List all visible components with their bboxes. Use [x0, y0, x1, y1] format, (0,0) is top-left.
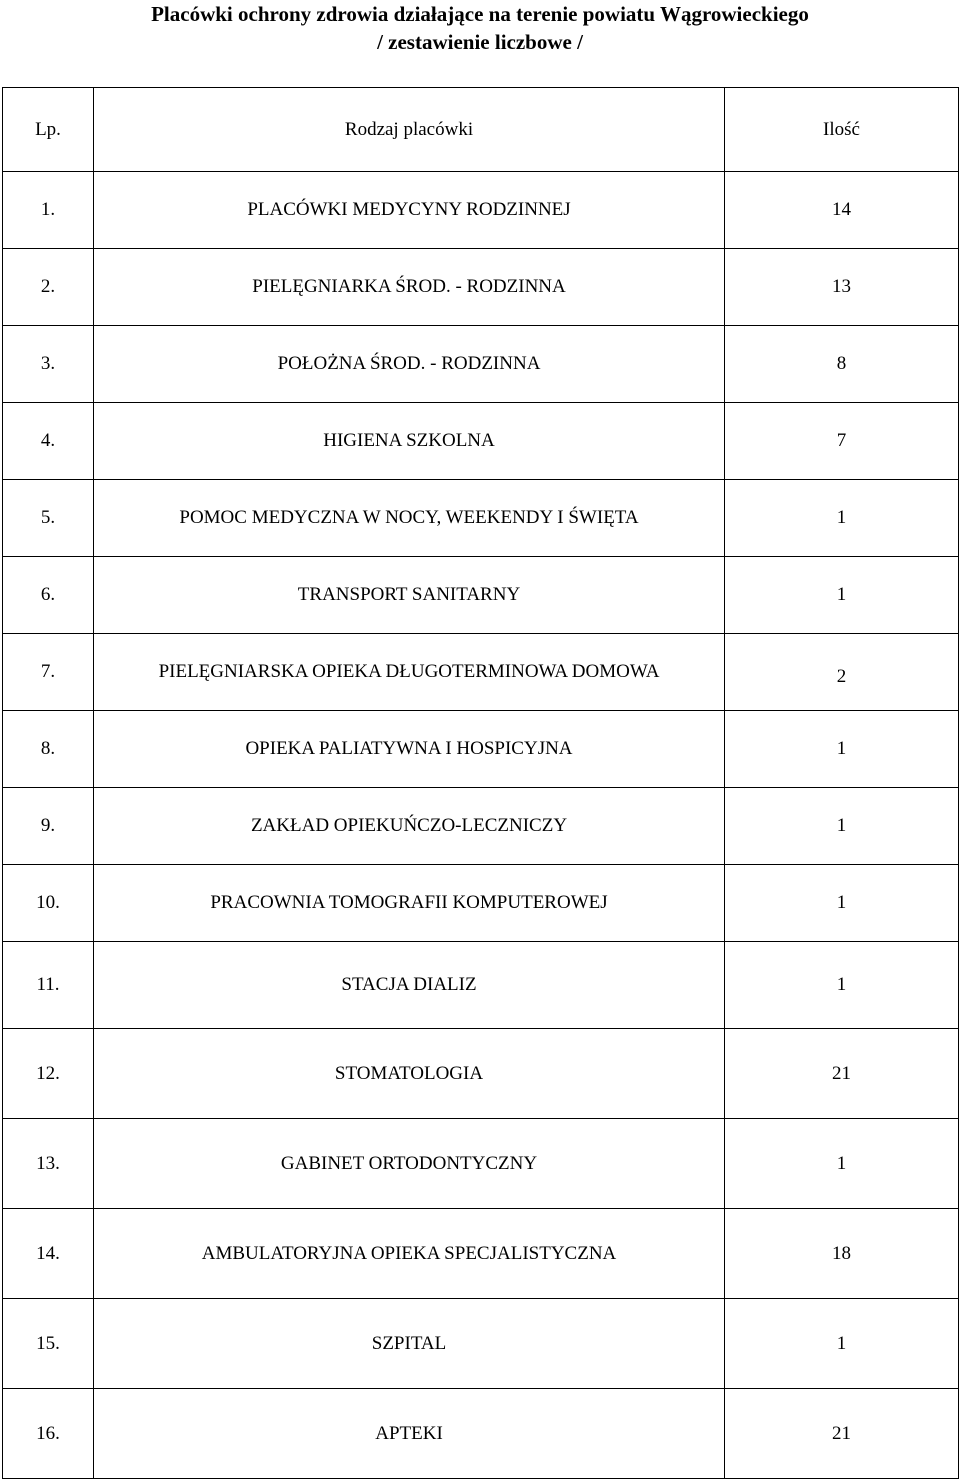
row-qty: 1: [725, 480, 959, 557]
row-lp: 16.: [3, 1389, 94, 1479]
header-type: Rodzaj placówki: [94, 88, 725, 172]
row-type: PLACÓWKI MEDYCYNY RODZINNEJ: [94, 172, 725, 249]
row-type: PRACOWNIA TOMOGRAFII KOMPUTEROWEJ: [94, 865, 725, 942]
table-row: [3, 942, 959, 1029]
row-qty: 18: [725, 1209, 959, 1299]
row-lp: 12.: [3, 1029, 94, 1119]
document-subtitle: / zestawienie liczbowe /: [377, 30, 583, 54]
row-type: APTEKI: [94, 1389, 725, 1479]
row-qty: 1: [725, 865, 959, 942]
row-type: SZPITAL: [94, 1299, 725, 1389]
row-qty: 21: [725, 1029, 959, 1119]
row-lp: 9.: [3, 788, 94, 865]
header-qty: Ilość: [725, 88, 959, 172]
table-row: [3, 480, 959, 557]
row-qty: 21: [725, 1389, 959, 1479]
row-lp: 5.: [3, 480, 94, 557]
table-row: [3, 1029, 959, 1119]
row-qty: 1: [725, 711, 959, 788]
row-type: AMBULATORYJNA OPIEKA SPECJALISTYCZNA: [94, 1209, 725, 1299]
table-row: [3, 403, 959, 480]
row-lp: 6.: [3, 557, 94, 634]
row-lp: 11.: [3, 942, 94, 1029]
row-type: POMOC MEDYCZNA W NOCY, WEEKENDY I ŚWIĘTA: [94, 480, 725, 557]
row-type: TRANSPORT SANITARNY: [94, 557, 725, 634]
row-qty: 1: [725, 557, 959, 634]
row-lp: 1.: [3, 172, 94, 249]
header-lp: Lp.: [3, 88, 94, 172]
row-lp: 10.: [3, 865, 94, 942]
row-qty: 2: [836, 666, 847, 687]
table-row: [3, 788, 959, 865]
row-qty: 1: [725, 1119, 959, 1209]
table-row: [3, 326, 959, 403]
row-type: POŁOŻNA ŚROD. - RODZINNA: [94, 326, 725, 403]
table-row: [3, 634, 959, 711]
row-lp: 8.: [3, 711, 94, 788]
table-header-row: [3, 88, 959, 172]
table-row: [3, 557, 959, 634]
row-lp: 7.: [3, 634, 94, 711]
table-row: [3, 172, 959, 249]
row-lp: 14.: [3, 1209, 94, 1299]
row-type: ZAKŁAD OPIEKUŃCZO-LECZNICZY: [94, 788, 725, 865]
row-lp: 15.: [3, 1299, 94, 1389]
row-lp: 13.: [3, 1119, 94, 1209]
row-lp: 3.: [3, 326, 94, 403]
row-qty: 7: [725, 403, 959, 480]
row-type: STACJA DIALIZ: [94, 942, 725, 1029]
row-lp: 4.: [3, 403, 94, 480]
table-row: [3, 711, 959, 788]
row-lp: 2.: [3, 249, 94, 326]
table-row: [3, 249, 959, 326]
row-qty-cell: [725, 634, 959, 711]
row-qty: 13: [725, 249, 959, 326]
row-qty: 1: [725, 788, 959, 865]
row-type: HIGIENA SZKOLNA: [94, 403, 725, 480]
row-qty: 8: [725, 326, 959, 403]
row-type: PIELĘGNIARSKA OPIEKA DŁUGOTERMINOWA DOMOWA: [94, 634, 725, 711]
table-row: [3, 1389, 959, 1479]
row-type: STOMATOLOGIA: [94, 1029, 725, 1119]
row-qty: 1: [725, 1299, 959, 1389]
table-row: [3, 865, 959, 942]
row-type: GABINET ORTODONTYCZNY: [94, 1119, 725, 1209]
document-title: Placówki ochrony zdrowia działające na terenie powiatu Wągrowieckiego: [151, 2, 809, 26]
table-row: [3, 1299, 959, 1389]
table-row: [3, 1209, 959, 1299]
table-row: [3, 1119, 959, 1209]
facilities-table: [2, 87, 959, 1479]
row-type: OPIEKA PALIATYWNA I HOSPICYJNA: [94, 711, 725, 788]
row-qty: 14: [725, 172, 959, 249]
row-qty: 1: [725, 942, 959, 1029]
row-type: PIELĘGNIARKA ŚROD. - RODZINNA: [94, 249, 725, 326]
